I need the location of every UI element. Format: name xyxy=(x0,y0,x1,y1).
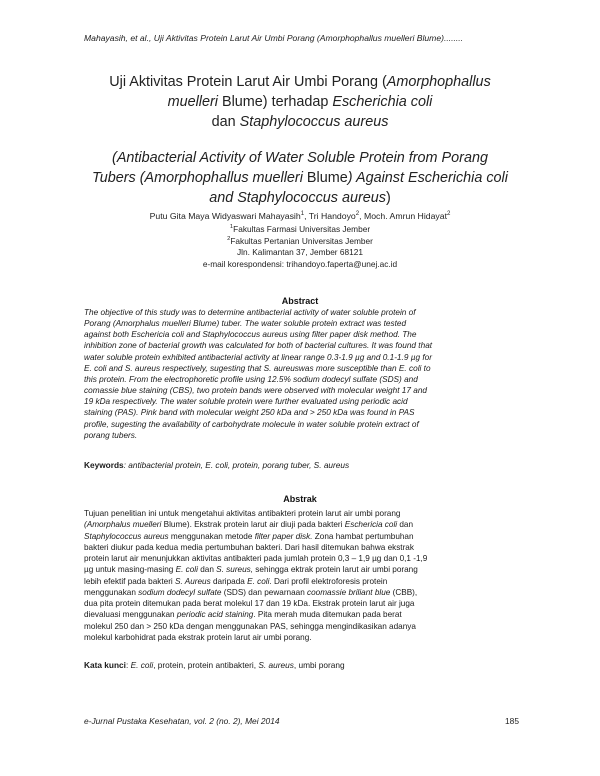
abstract-line: profile, sugesting the availability of carbohydrate molecule in water soluble protein extract of xyxy=(84,419,419,429)
text-line xyxy=(84,587,530,598)
text-segment: Tubers (Amorphophallus muelleri xyxy=(92,170,307,186)
text-segment: muelleri xyxy=(167,94,218,110)
text-segment: dan xyxy=(397,520,414,530)
text-line xyxy=(60,224,540,236)
abstract-english xyxy=(84,307,530,441)
text-segment: e-mail korespondensi: trihandoyo.faperta@unej.ac.id xyxy=(202,258,398,269)
text-line xyxy=(84,542,530,553)
text-line xyxy=(84,531,530,542)
abstract-line: comassie blue staining (CBS), two protein bands were observed with molecular weight 17 and xyxy=(84,386,428,396)
text-segment: periodic acid staining xyxy=(176,610,254,620)
text-segment: ) xyxy=(386,190,391,206)
text-segment: : xyxy=(125,660,131,670)
abstract-line: Porang (Amorphalus muelleri Blume) tuber. The water soluble protein extract was tested xyxy=(84,319,407,329)
abstract-line: The objective of this study was to determine antibacterial activity of water soluble protein of xyxy=(84,308,416,317)
text-segment: protein larut air menunjukkan aktivitas antibakteri pada jumlah protein 0,3 – 1,9 µg dan 0,1 -1,9 xyxy=(84,554,428,563)
text-segment: 2 xyxy=(447,210,451,218)
text-segment: and Staphylococcus aureus xyxy=(209,190,386,206)
text-segment: Fakultas Pertanian Universitas Jember xyxy=(230,235,373,246)
abstract-line: against both Eschericia coli and Staphylococcus aureus using filter paper disk method. The xyxy=(84,330,417,340)
text-line xyxy=(84,632,530,643)
text-segment: 2 xyxy=(355,210,360,218)
text-segment: ) Against Escherichia coli xyxy=(347,170,508,186)
abstract-line: E. coli and S. aureus respectively, sugesting that S. aureuswas more susceptible than E. coli to xyxy=(84,363,431,373)
text-segment: filter paper disk. xyxy=(254,531,313,541)
text-line xyxy=(84,553,530,564)
footer-journal: e-Jurnal Pustaka Kesehatan, vol. 2 (no. 2), Mei 2014 xyxy=(84,716,280,726)
abstract-indonesian xyxy=(84,508,530,643)
abstract-line: inhibition zone of bacterial growth was calculated for both of bacterial cultures. It was found that xyxy=(84,341,433,351)
text-line xyxy=(60,168,540,188)
text-segment: sehingga ektrak protein larut air umbi porang xyxy=(253,565,418,575)
text-segment: bakteri diukur pada kedua media pertumbuhan bakteri. Dari hasil ditemukan bahwa ekstrak xyxy=(84,542,414,552)
text-line xyxy=(84,576,530,587)
text-segment: , Tri Handoyo xyxy=(304,211,356,221)
text-segment: lebih efektif pada bakteri xyxy=(84,576,176,586)
text-segment: daripada xyxy=(210,576,248,586)
text-segment: (SDS) dan pewarnaan xyxy=(221,587,308,597)
text-segment: molekul karbohidrat pada ekstrak protein larut air umbi porang. xyxy=(84,632,312,642)
text-segment: Zona hambat pertumbuhan xyxy=(312,531,414,541)
text-segment: molekul 250 dan > 250 kDa dengan menggunakan PAS, sehingga mengindikasikan adanya xyxy=(84,621,416,631)
text-segment: dan xyxy=(211,114,240,130)
text-segment: . Pita merah muda ditemukan pada berat xyxy=(253,610,402,620)
text-segment: , protein, protein antibakteri, xyxy=(153,660,259,670)
text-segment: coomassie briliant blue xyxy=(307,587,391,597)
text-segment: Keywords xyxy=(84,460,124,470)
text-line xyxy=(84,564,530,575)
text-line xyxy=(60,259,540,271)
text-segment: dievaluasi menggunakan xyxy=(84,610,177,620)
text-segment: 2 xyxy=(227,235,231,242)
text-segment: Staphylococcus aureus xyxy=(84,531,169,541)
abstract-line: 19 kDa respectively. The water soluble protein were further evaluated using periodic acid xyxy=(84,397,408,407)
text-segment: (CBB), xyxy=(390,587,418,597)
text-segment: (Antibacterial Activity of Water Soluble Protein from Porang xyxy=(112,150,488,166)
text-line xyxy=(60,112,540,132)
text-segment: E. coli xyxy=(247,576,270,586)
text-segment: Blume xyxy=(306,170,348,186)
text-segment: 1 xyxy=(300,210,305,218)
text-line xyxy=(60,188,540,208)
text-segment: sodium dodecyl sulfate xyxy=(138,587,222,597)
text-segment: Escherichia coli xyxy=(332,94,433,110)
text-line xyxy=(60,247,540,259)
text-segment: : antibacterial protein, E. coli, protein, porang tuber, S. aureus xyxy=(123,460,350,470)
text-segment: S. Aureus xyxy=(175,576,211,586)
text-segment: Fakultas Farmasi Universitas Jember xyxy=(233,224,371,234)
text-line xyxy=(84,508,530,519)
abstract-line: porang tubers. xyxy=(84,430,138,440)
abstract-heading-english: Abstract xyxy=(281,296,319,306)
text-segment: Eschericia coli xyxy=(344,520,398,530)
text-line xyxy=(60,148,540,168)
text-line xyxy=(84,621,530,632)
title-english xyxy=(60,148,540,208)
abstract-line: water soluble protein exhibited antibacterial activity at linear range 0.3-1.9 µg and 0.1-1.9 µg for xyxy=(84,352,432,362)
abstract-line: this protein. From the electrophoretic profile using 12.5% sodium dodecyl sulfate (SDS) and xyxy=(84,374,418,384)
text-segment: Blume) terhadap xyxy=(218,94,333,110)
page-number: 185 xyxy=(505,716,519,726)
text-segment: Staphylococcus aureus xyxy=(239,114,389,130)
text-segment: menggunakan xyxy=(84,587,139,597)
keywords-english xyxy=(84,460,530,471)
text-line xyxy=(60,236,540,248)
text-segment: Jln. Kalimantan 37, Jember 68121 xyxy=(237,247,363,258)
text-segment: µg untuk masing-masing xyxy=(84,565,176,575)
text-segment: (Amorphalus muelleri xyxy=(84,520,162,530)
text-segment: menggunakan metode xyxy=(168,531,255,541)
text-segment: Tujuan penelitian ini untuk mengetahui aktivitas antibakteri protein larut air umbi porang xyxy=(84,509,401,518)
title-indonesian xyxy=(60,72,540,132)
abstract-line: staining (PAS). Pink band with molecular weight 250 kDa and > 250 kDa was found in PAS xyxy=(84,408,415,418)
text-segment: Kata kunci xyxy=(84,660,126,670)
text-line xyxy=(84,519,530,530)
text-segment: . Dari profil elektroforesis protein xyxy=(269,576,388,586)
text-segment: S. sureus, xyxy=(216,565,254,575)
text-segment: Blume). Ekstrak protein larut air diuji pada bakteri xyxy=(161,520,345,530)
keywords-indonesian xyxy=(84,660,530,671)
authors xyxy=(60,210,540,222)
running-header: Mahayasih, et al., Uji Aktivitas Protein Larut Air Umbi Porang (Amorphophallus muelleri Blume)........ xyxy=(84,33,464,43)
text-line xyxy=(60,92,540,112)
text-segment: Uji Aktivitas Protein Larut Air Umbi Porang ( xyxy=(109,74,387,90)
abstract-heading-indonesian: Abstrak xyxy=(283,494,317,504)
text-line xyxy=(84,598,530,609)
text-segment: dan xyxy=(197,565,217,575)
text-segment: Amorphophallus xyxy=(386,74,491,90)
affiliations xyxy=(60,224,540,270)
text-segment: S. aureus xyxy=(258,660,294,670)
text-segment: E. coli xyxy=(175,565,198,575)
text-segment: Putu Gita Maya Widyaswari Mahayasih xyxy=(149,211,301,221)
text-segment: E. coli xyxy=(130,660,154,670)
text-line xyxy=(84,609,530,620)
text-segment: 1 xyxy=(229,224,234,231)
text-line xyxy=(60,72,540,92)
text-segment: dua pita protein ditemukan pada berat molekul 17 dan 19 kDa. Ekstrak protein larut air juga xyxy=(84,599,415,608)
text-segment: , umbi porang xyxy=(293,660,345,670)
text-segment: , Moch. Amrun Hidayat xyxy=(359,211,448,221)
